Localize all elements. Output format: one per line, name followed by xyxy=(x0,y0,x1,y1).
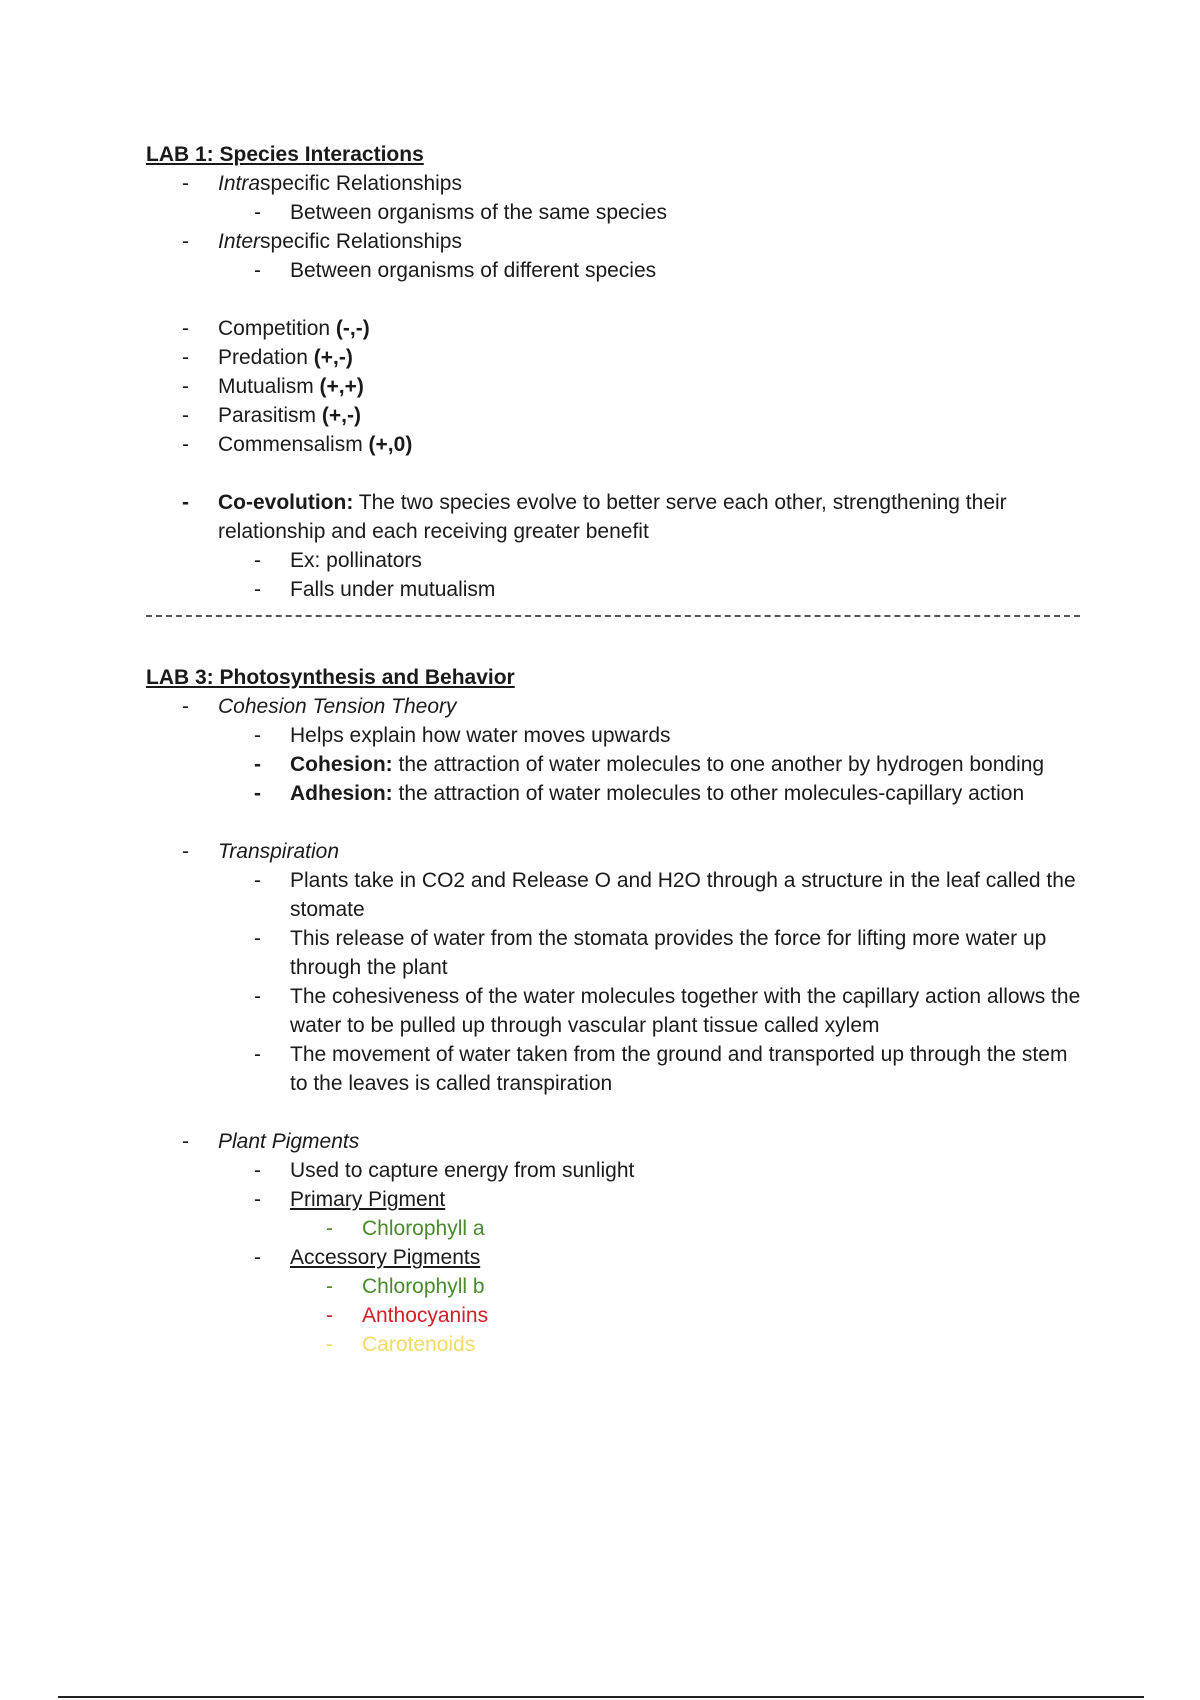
pigment-item: - Anthocyanins xyxy=(326,1304,489,1327)
list-item: - Helps explain how water moves upwards xyxy=(254,724,671,747)
pigment-item: - Chlorophyll b xyxy=(326,1275,485,1298)
pigment-item: - Chlorophyll a xyxy=(326,1217,485,1240)
pigment-item: - Carotenoids xyxy=(326,1333,476,1356)
list-item: - Intraspecific Relationships xyxy=(182,172,462,195)
list-item: - Between organisms of the same species xyxy=(254,201,668,224)
lab1-heading: LAB 1: Species Interactions xyxy=(146,143,424,166)
topic-item: - Transpiration xyxy=(182,840,339,863)
list-item: - Plants take in CO2 and Release O and H2O through a structure in the leaf called the stomate xyxy=(254,869,1076,921)
page-bottom-rule xyxy=(58,1696,1144,1698)
topic-item: - Plant Pigments xyxy=(182,1130,360,1153)
list-item: - Ex: pollinators xyxy=(254,549,422,572)
coevolution-item: - Co-evolution: The two species evolve to better serve each other, strengthening their relationship and each receiving greater benefit xyxy=(182,491,1007,543)
list-item: - The cohesiveness of the water molecules together with the capillary action allows the water to be pulled up through vascular plant tissue called xylem xyxy=(254,985,1081,1037)
list-item: - Accessory Pigments xyxy=(254,1246,481,1269)
list-item: - Between organisms of different species xyxy=(254,259,657,282)
list-item: - Interspecific Relationships xyxy=(182,230,462,253)
relationship-item: - Parasitism (+,-) xyxy=(182,404,361,427)
list-item: - This release of water from the stomata provides the force for lifting more water up through the plant xyxy=(254,927,1047,979)
list-item: - Cohesion: the attraction of water molecules to one another by hydrogen bonding xyxy=(254,753,1045,776)
relationship-item: - Commensalism (+,0) xyxy=(182,433,413,456)
relationship-item: - Mutualism (+,+) xyxy=(182,375,364,398)
list-item: - Adhesion: the attraction of water molecules to other molecules-capillary action xyxy=(254,782,1025,805)
list-item: - Falls under mutualism xyxy=(254,578,496,601)
lab3-heading: LAB 3: Photosynthesis and Behavior xyxy=(146,666,515,689)
relationship-item: - Predation (+,-) xyxy=(182,346,353,369)
topic-item: - Cohesion Tension Theory xyxy=(182,695,457,718)
list-item: - Primary Pigment xyxy=(254,1188,446,1211)
notes-page xyxy=(146,140,1086,1359)
list-item: - Used to capture energy from sunlight xyxy=(254,1159,635,1182)
list-item: - The movement of water taken from the ground and transported up through the stem to the leaves is called transpiration xyxy=(254,1043,1068,1095)
relationship-item: - Competition (-,-) xyxy=(182,317,370,340)
